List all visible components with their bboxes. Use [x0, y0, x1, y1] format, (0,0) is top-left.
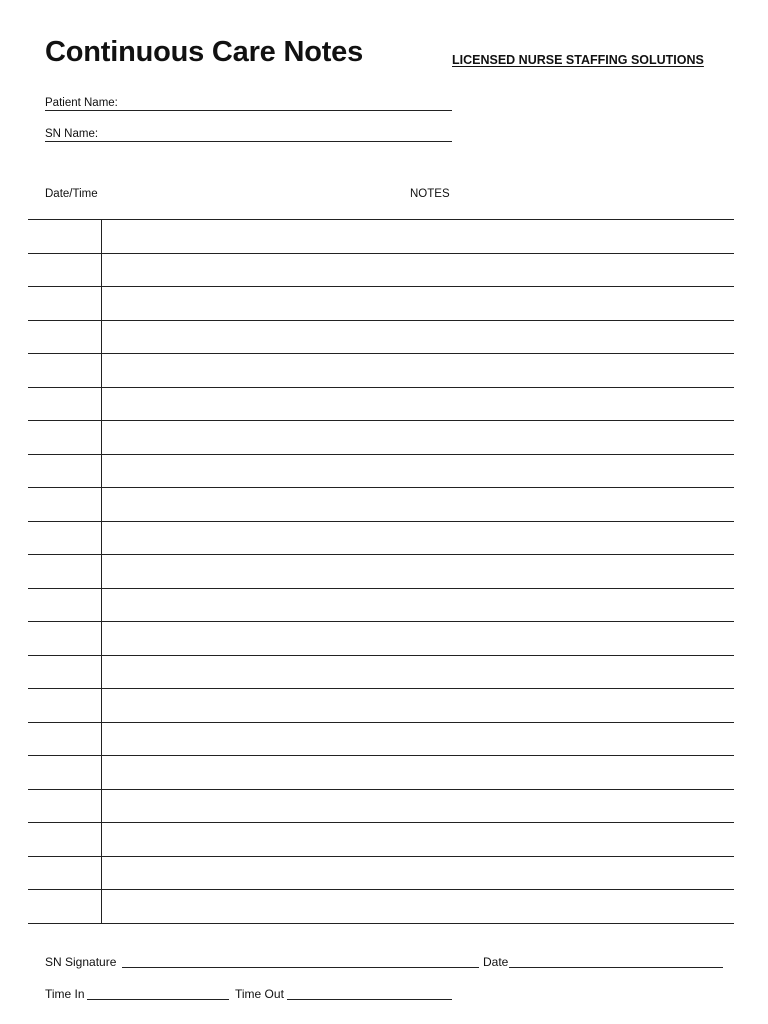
date-time-cell[interactable] [28, 220, 101, 253]
patient-name-field[interactable] [45, 97, 452, 111]
date-time-cell[interactable] [28, 455, 101, 487]
notes-cell[interactable] [102, 656, 734, 688]
date-time-cell[interactable] [28, 890, 101, 923]
notes-cell[interactable] [102, 756, 734, 789]
date-time-cell[interactable] [28, 388, 101, 420]
notes-column-header: NOTES [410, 188, 450, 200]
date-time-cell[interactable] [28, 756, 101, 789]
time-in-line[interactable] [87, 999, 229, 1000]
notes-cell[interactable] [102, 689, 734, 722]
notes-cell[interactable] [102, 287, 734, 320]
notes-cell[interactable] [102, 388, 734, 420]
notes-cell[interactable] [102, 823, 734, 856]
date-time-cell[interactable] [28, 321, 101, 353]
notes-cell[interactable] [102, 790, 734, 822]
notes-cell[interactable] [102, 488, 734, 521]
notes-cell[interactable] [102, 522, 734, 554]
grid-rule-line [28, 923, 734, 924]
date-time-cell[interactable] [28, 488, 101, 521]
sn-signature-label: SN Signature [45, 955, 117, 969]
date-time-cell[interactable] [28, 287, 101, 320]
date-time-column-header: Date/Time [45, 188, 98, 200]
date-time-cell[interactable] [28, 723, 101, 755]
patient-name-label: Patient Name: [45, 97, 118, 109]
notes-grid [28, 219, 734, 923]
sn-name-label: SN Name: [45, 128, 99, 140]
date-time-cell[interactable] [28, 354, 101, 387]
time-in-label: Time In [45, 987, 85, 1001]
page-title: Continuous Care Notes [45, 36, 364, 68]
signature-date-label: Date [483, 955, 509, 969]
time-out-label: Time Out [235, 987, 284, 1001]
date-time-cell[interactable] [28, 656, 101, 688]
date-time-cell[interactable] [28, 689, 101, 722]
notes-cell[interactable] [102, 589, 734, 621]
date-time-cell[interactable] [28, 522, 101, 554]
company-name: LICENSED NURSE STAFFING SOLUTIONS [452, 53, 704, 67]
notes-cell[interactable] [102, 890, 734, 923]
notes-cell[interactable] [102, 254, 734, 286]
notes-cell[interactable] [102, 622, 734, 655]
notes-cell[interactable] [102, 220, 734, 253]
sn-name-field[interactable] [45, 128, 452, 142]
date-time-cell[interactable] [28, 589, 101, 621]
signature-date-line[interactable] [509, 967, 723, 968]
sn-signature-line[interactable] [122, 967, 479, 968]
date-time-cell[interactable] [28, 622, 101, 655]
notes-cell[interactable] [102, 321, 734, 353]
time-out-line[interactable] [287, 999, 452, 1000]
date-time-cell[interactable] [28, 857, 101, 889]
date-time-cell[interactable] [28, 555, 101, 588]
notes-cell[interactable] [102, 455, 734, 487]
notes-cell[interactable] [102, 421, 734, 454]
notes-cell[interactable] [102, 354, 734, 387]
date-time-cell[interactable] [28, 421, 101, 454]
notes-cell[interactable] [102, 555, 734, 588]
date-time-cell[interactable] [28, 254, 101, 286]
notes-cell[interactable] [102, 723, 734, 755]
date-time-cell[interactable] [28, 823, 101, 856]
notes-cell[interactable] [102, 857, 734, 889]
date-time-cell[interactable] [28, 790, 101, 822]
